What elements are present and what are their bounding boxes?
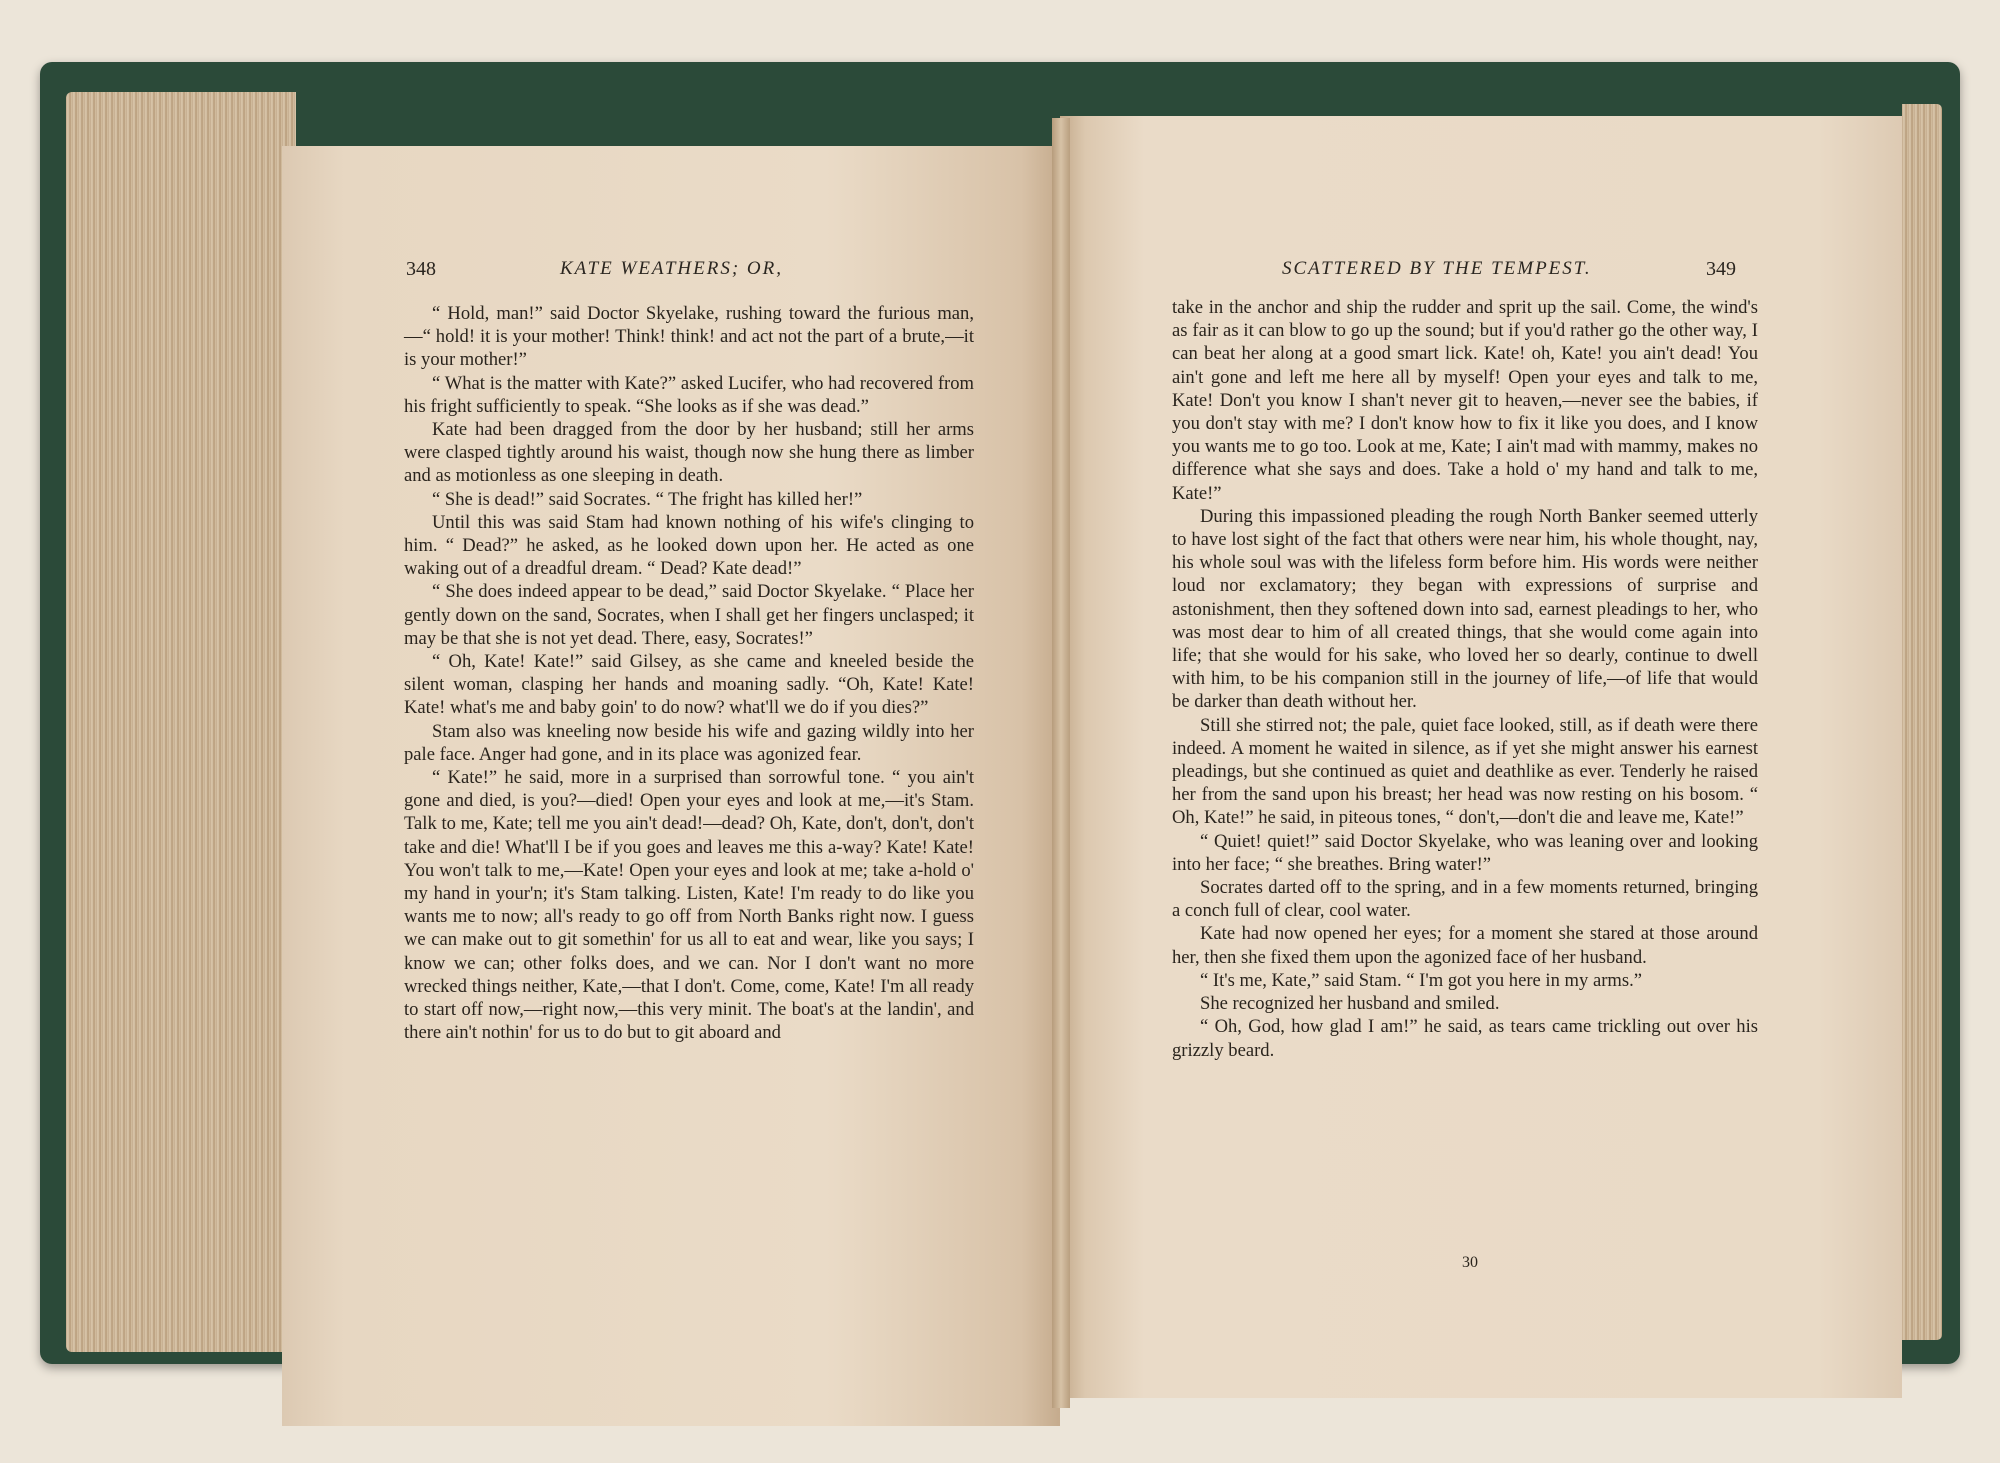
paragraph: Still she stirred not; the pale, quiet face looked, still, as if death were there indeed. A moment he waited in silence, as if yet she might answer his earnest pleadings, but she continued as quiet and deathlike as ever. Tenderly he raised her from the sand upon his breast; her head was now resting on his bosom. “ Oh, Kate!” he said, in piteous tones, “ don't,—don't die and leave me, Kate!”: [1172, 714, 1758, 829]
page-edges-right: [1902, 104, 1942, 1340]
paragraph: “ Kate!” he said, more in a surprised than sorrowful tone. “ you ain't gone and died, is you?—died! Open your eyes and look at me,—it's Stam. Talk to me, Kate; tell me you ain't dead!—dead? Oh, Kate, don't, don't, don't take and die! What'll I be if you goes and leaves me this a-way? Kate! Kate! You won't talk to me,—Kate! Open your eyes and look at me; take a-hold o' my hand in your'n; it's Stam talking. Listen, Kate! I'm ready to do like you wants me to now; all's ready to go off from North Banks right now. I guess we can make out to git somethin' for us all to eat and wear, like you says; I know we can; other folks does, and we can. Nor I don't want no more wrecked things neither, Kate,—that I don't. Come, come, Kate! I'm all ready to start off now,—right now,—this very minit. The boat's at the landin', and there ain't nothin' for us to do but to git aboard and: [404, 767, 974, 1044]
paragraph: “ She does indeed appear to be dead,” said Doctor Skyelake. “ Place her gently down on the sand, Socrates, when I shall get her fingers unclasped; it may be that she is not yet dead. There, easy, Socrates!”: [404, 581, 974, 649]
left-page-number: 348: [406, 258, 436, 280]
paragraph: “ Quiet! quiet!” said Doctor Skyelake, who was leaning over and looking into her face; “ she breathes. Bring water!”: [1172, 830, 1758, 875]
right-page-header: [1706, 258, 1736, 281]
left-running-head: [560, 258, 783, 280]
paragraph: Stam also was kneeling now beside his wife and gazing wildly into her pale face. Anger had gone, and in its place was agonized fear.: [404, 720, 974, 765]
paragraph: Kate had now opened her eyes; for a moment she stared at those around her, then she fixed them upon the agonized face of her husband.: [1172, 923, 1758, 968]
right-page-number: 349: [1706, 258, 1736, 280]
paragraph: She recognized her husband and smiled.: [1200, 993, 1500, 1015]
paragraph: Until this was said Stam had known nothing of his wife's clinging to him. “ Dead?” he asked, as he looked down upon her. He acted as one waking out of a dreadful dream. “ Dead? Kate dead!”: [404, 511, 974, 580]
signature-mark: 30: [1462, 1254, 1478, 1271]
left-page-header: [406, 258, 436, 281]
paragraph: “ Oh, God, how glad I am!” he said, as tears came trickling out over his grizzly beard.: [1172, 1016, 1758, 1061]
paragraph: During this impassioned pleading the rough North Banker seemed utterly to have lost sight of the fact that others were near him, his whole thought, nay, his whole soul was with the lifeless form before him. His words were neither loud nor exclamatory; they began with expressions of surprise and astonishment, then they softened down into sad, earnest pleadings to her, who was most dear to him of all created things, that she would come again into life; that she would for his sake, who loved her so dearly, continue to dwell with him, to be his companion still in the journey of life,—of life that would be darker than death without her.: [1172, 505, 1758, 713]
page-edges-left: [66, 92, 296, 1352]
paragraph: take in the anchor and ship the rudder and sprit up the sail. Come, the wind's as fair as it can blow to go up the sound; but if you'd rather go the other way, I can beat her along at a good smart lick. Kate! oh, Kate! you ain't dead! You ain't gone and left me here all by myself! Open your eyes and talk to me, Kate! Don't you know I shan't never git to heaven,—never see the babies, if you don't stay with me? I don't know how to fix it like you does, and I know you wants me to go too. Look at me, Kate; I ain't mad with mammy, makes no difference what she says and does. Take a hold o' my hand and talk to me, Kate!”: [1172, 297, 1758, 504]
paragraph: Kate had been dragged from the door by her husband; still her arms were clasped tightly around his waist, though now she hung there as limber and as motionless as one sleeping in death.: [404, 419, 974, 487]
left-page-text: [404, 302, 974, 1045]
right-page-text: [1172, 296, 1758, 1062]
paragraph: Socrates darted off to the spring, and in a few moments returned, bringing a conch full of clear, cool water.: [1172, 877, 1758, 922]
paragraph: “ What is the matter with Kate?” asked Lucifer, who had recovered from his fright sufficiently to speak. “She looks as if she was dead.”: [404, 372, 974, 417]
right-running-head: [1282, 258, 1592, 280]
book-gutter: [1052, 118, 1070, 1408]
paragraph: “ Oh, Kate! Kate!” said Gilsey, as she came and kneeled beside the silent woman, clasping her hands and moaning sadly. “Oh, Kate! Kate! Kate! what's me and baby goin' to do now? what'll we do if you dies?”: [404, 651, 974, 719]
left-running-head-text: KATE WEATHERS; OR,: [560, 258, 783, 279]
paragraph: “ She is dead!” said Socrates. “ The fright has killed her!”: [432, 488, 863, 510]
paragraph: “ It's me, Kate,” said Stam. “ I'm got you here in my arms.”: [1200, 969, 1642, 991]
paragraph: “ Hold, man!” said Doctor Skyelake, rushing toward the furious man,—“ hold! it is your mother! Think! think! and act not the part of a brute,—it is your mother!”: [404, 303, 974, 371]
right-running-head-text: SCATTERED BY THE TEMPEST.: [1282, 258, 1592, 279]
